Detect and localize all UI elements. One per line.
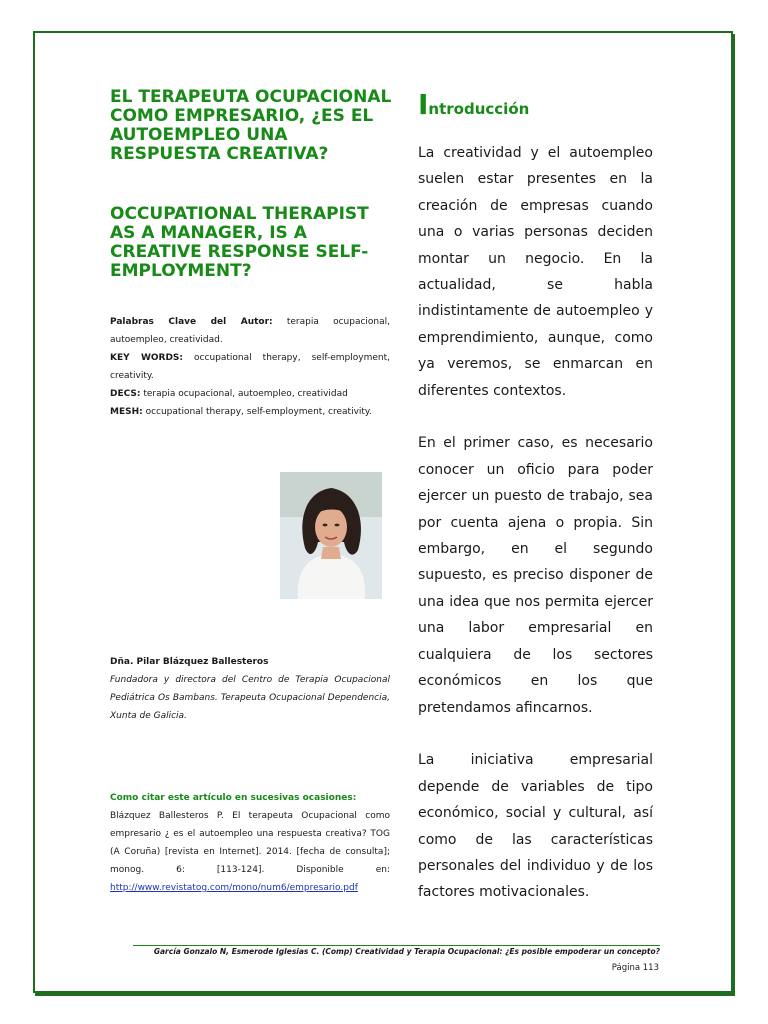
article-title-english: OCCUPATIONAL THERAPIST AS A MANAGER, IS A CREATIVE RESPONSE SELF-EMPLOYMENT? [110,204,369,281]
keywords-mesh-value: occupational therapy, self-employment, creativity. [142,407,372,417]
citation-reference: Blázquez Ballesteros P. El terapeuta Ocupacional como empresario ¿ es el autoempleo una respuesta creativa? TOG (A Coruña) [revista en Internet]. 2014. [fecha de consulta]; monog. 6: [113-124]. Disponible en: [110,811,390,875]
citation-text [110,807,390,897]
keywords-decs [110,385,390,403]
introduction-dropcap: I [418,88,429,121]
article-title-spanish: EL TERAPEUTA OCUPACIONAL COMO EMPRESARIO, ¿ES EL AUTOEMPLEO UNA RESPUESTA CREATIVA? [110,87,392,164]
keywords-mesh-label: MESH: [110,407,143,417]
author-block [110,653,390,725]
citation-link[interactable]: http://www.revistatog.com/mono/num6/empresario.pdf [110,883,358,893]
citation-heading: Como citar este artículo en sucesivas ocasiones: [110,793,357,803]
author-affiliation: Fundadora y directora del Centro de Terapia Ocupacional Pediátrica Os Bambans. Terapeuta Ocupacional Dependencia, Xunta de Galicia. [110,675,390,721]
keywords-author-label: Palabras Clave del Autor: [110,317,273,327]
footer-divider [133,945,660,946]
introduction-paragraph: La creatividad y el autoempleo suelen estar presentes en la creación de empresas cuando una o varias personas deciden montar un negocio. En la actualidad, se habla indistintamente de autoempleo y emprendimiento, aunque, como ya veremos, se enmarcan en diferentes contextos. [418,145,653,399]
keywords-mesh [110,403,390,421]
keywords-english-value: occupational therapy, self-employment, creativity. [110,353,390,381]
keywords-author [110,313,390,349]
author-name: Dña. Pilar Blázquez Ballesteros [110,657,269,667]
introduction-body [418,140,653,932]
introduction-paragraph: En el primer caso, es necesario conocer un oficio para poder ejercer un puesto de trabajo, sea por cuenta ajena o propia. Sin embargo, en el segundo supuesto, es preciso disponer de una idea que nos permita ejercer una labor empresarial en cualquiera de los sectores económicos en los que pretendamos afincarnos. [418,435,653,716]
citation-block [110,789,390,897]
keywords-block [110,313,390,421]
introduction-heading [418,88,529,121]
keywords-author-value: terapia ocupacional, autoempleo, creatividad. [110,317,391,345]
keywords-decs-label: DECS: [110,389,141,399]
introduction-paragraph: La iniciativa empresarial depende de variables de tipo económico, social y cultural, así como de las características personales del individuo y de los factores motivacionales. [418,752,653,901]
keywords-english [110,349,390,385]
author-photo [280,472,382,599]
page-number: Página 113 [611,963,659,973]
footer-citation: García Gonzalo N, Esmerode Iglesias C. (Comp) Creatividad y Terapia Ocupacional: ¿Es posible empoderar un concepto? [153,947,660,956]
introduction-heading-text: ntroducción [428,100,530,118]
author-portrait-image [280,472,382,599]
keywords-english-label: KEY WORDS: [110,353,184,363]
keywords-decs-value: terapia ocupacional, autoempleo, creatividad [140,389,348,399]
